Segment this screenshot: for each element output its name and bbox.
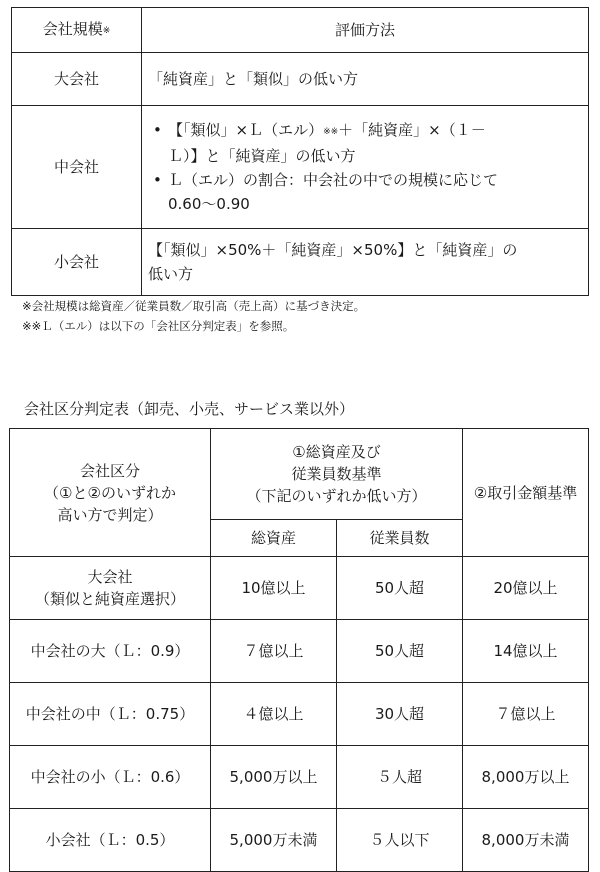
table-row	[12, 106, 589, 229]
company-classification-table	[9, 428, 589, 872]
employees-cell: 50人超	[337, 557, 463, 620]
table-row	[10, 557, 589, 620]
transactions-cell: 14億以上	[463, 620, 589, 683]
table-row	[10, 809, 589, 872]
method-small-line1: 【「類似」×50%＋「純資産」×50%】と「純資産」の	[148, 241, 518, 259]
employees-cell: 30人超	[337, 683, 463, 746]
employees-cell: ５人以下	[337, 809, 463, 872]
assets-cell: ４億以上	[211, 683, 337, 746]
table-row	[10, 620, 589, 683]
transactions-cell: ７億以上	[463, 683, 589, 746]
header-company-size-label: 会社規模	[42, 20, 103, 38]
header-assets-employees-criteria	[211, 429, 463, 520]
category-cell: 中会社の大（Ｌ：0.9）	[10, 620, 211, 683]
header-transaction-criteria: ②取引金額基準	[463, 429, 589, 557]
row-size-small: 小会社	[12, 229, 142, 296]
category-cell	[10, 557, 211, 620]
row-method-large: 「純資産」と「類似」の低い方	[142, 53, 589, 106]
assets-cell: 5,000万未満	[211, 809, 337, 872]
category-cell: 中会社の小（Ｌ：0.6）	[10, 746, 211, 809]
employees-cell: 50人超	[337, 620, 463, 683]
table-row	[10, 683, 589, 746]
l-ratio-line1: Ｌ（エル）の割合：中会社の中での規模に応じて	[168, 171, 499, 189]
header-total-assets: 総資産	[211, 520, 337, 557]
bullet-l-ratio	[148, 168, 582, 216]
footnotes	[22, 296, 365, 336]
header-criteria1-line2: 従業員数基準	[291, 465, 382, 483]
footnote-mark: ※※	[323, 127, 339, 137]
method-small-line2: 低い方	[148, 265, 194, 283]
bullet-formula	[148, 118, 582, 168]
method-bullet-list	[148, 118, 582, 216]
header-category-line3: 高い方で判定）	[57, 505, 163, 524]
assets-cell: 10億以上	[211, 557, 337, 620]
header-criteria1-line1: ①総資産及び	[292, 443, 381, 461]
category-line2: （類似と純資産選択）	[34, 590, 185, 608]
formula-part1: 【「類似」×Ｌ（エル）	[168, 121, 324, 139]
header-criteria1-line3: （下記のいずれか低い方）	[246, 487, 427, 505]
footnote-mark: ※	[102, 26, 111, 36]
valuation-method-table	[11, 7, 589, 296]
transactions-cell: 20億以上	[463, 557, 589, 620]
header-company-category	[10, 429, 211, 557]
category-line1: 大会社	[87, 568, 133, 586]
category-cell: 小会社（Ｌ：0.5）	[10, 809, 211, 872]
l-ratio-line2: 0.60〜0.90	[168, 195, 250, 213]
table-header-row	[10, 429, 589, 520]
table-row	[12, 229, 589, 296]
transactions-cell: 8,000万以上	[463, 746, 589, 809]
table-header-row	[12, 8, 589, 53]
header-employees: 従業員数	[337, 520, 463, 557]
header-company-size	[12, 8, 142, 53]
row-size-medium: 中会社	[12, 106, 142, 229]
header-category-line2: （①と②のいずれか	[44, 483, 176, 502]
footnote-1: ※会社規模は総資産／従業員数／取引高（売上高）に基づき決定。	[22, 299, 366, 313]
row-size-large: 大会社	[12, 53, 142, 106]
category-cell: 中会社の中（Ｌ：0.75）	[10, 683, 211, 746]
row-method-small	[142, 229, 589, 296]
formula-part2: ＋「純資産」×（１－	[338, 121, 486, 139]
assets-cell: ７億以上	[211, 620, 337, 683]
formula-part3: Ｌ）】と「純資産」の低い方	[168, 147, 356, 165]
header-category-line1: 会社区分	[79, 461, 140, 480]
row-method-medium	[142, 106, 589, 229]
transactions-cell: 8,000万未満	[463, 809, 589, 872]
classification-table-title: 会社区分判定表（卸売、小売、サービス業以外）	[24, 400, 355, 418]
employees-cell: ５人超	[337, 746, 463, 809]
assets-cell: 5,000万以上	[211, 746, 337, 809]
footnote-2: ※※Ｌ（エル）は以下の「会社区分判定表」を参照。	[22, 319, 295, 333]
header-evaluation-method: 評価方法	[142, 8, 589, 53]
table-row	[12, 53, 589, 106]
table-row	[10, 746, 589, 809]
